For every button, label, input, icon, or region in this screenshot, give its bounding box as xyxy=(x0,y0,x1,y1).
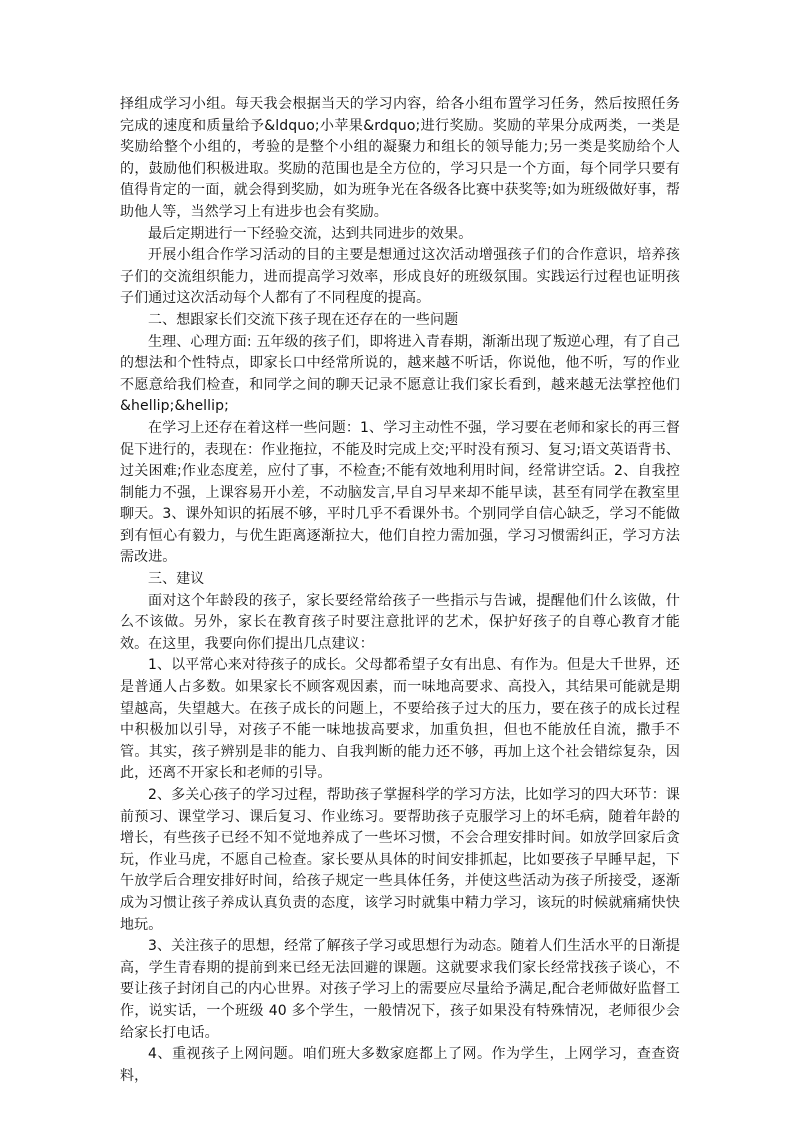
paragraph-suggestion-1: 1、以平常心来对待孩子的成长。父母都希望子女有出息、有作为。但是大千世界，还是普通人占多数。如果家长不顾客观因素，而一味地高要求、高投入，其结果可能就是期望越高，失望越大。在孩子成长的问题上，不要给孩子过大的压力，要在孩子的成长过程中积极加以引导，对孩子不能一味地拔高要求，加重负担，但也不能放任自流，撒手不管。其实，孩子辨别是非的能力、自我判断的能力还不够，再加上这个社会错综复杂，因此，还离不开家长和老师的引导。 xyxy=(120,657,680,782)
paragraph-suggestions-intro: 面对这个年龄段的孩子，家长要经常给孩子一些指示与告诫，提醒他们什么该做，什么不该做。另外，家长在教育孩子时要注意批评的艺术，保护好孩子的自尊心教育才能效。在这里，我要向你们提出几点建议： xyxy=(120,592,680,652)
paragraph-psychology: 生理、心理方面: 五年级的孩子们，即将进入青春期，渐渐出现了叛逆心理，有了自己的想法和个性特点，即家长口中经常所说的，越来越不听话，你说他，他不听，写的作业不愿意给我们检查，和同学之间的聊天记录不愿意让我们家长看到，越来越无法掌控他们&hellip;&hellip; xyxy=(120,333,680,415)
paragraph-suggestion-2: 2、多关心孩子的学习过程，帮助孩子掌握科学的学习方法，比如学习的四大环节：课前预习、课堂学习、课后复习、作业练习。要帮助孩子克服学习上的坏毛病，随着年龄的增长，有些孩子已经不知不觉地养成了一些坏习惯，不会合理安排时间。如放学回家后贪玩，作业马虎，不愿自己检查。家长要从具体的时间安排抓起，比如要孩子早睡早起，下午放学后合理安排好时间，给孩子规定一些具体任务，并使这些活动为孩子所接受，逐渐成为习惯让孩子养成认真负责的态度，该学习时就集中精力学习，该玩的时候就痛痛快快地玩。 xyxy=(120,787,680,933)
paragraph-study-problems: 在学习上还存在着这样一些问题：1、学习主动性不强，学习要在老师和家长的再三督促下进行的，表现在：作业拖拉，不能及时完成上交;平时没有预习、复习;语文英语背书、过关困难;作业态度差，应付了事，不检查;不能有效地利用时间，经常讲空话。2、自我控制能力不强，上课容易开小差，不动脑发言,早自习早来却不能早读，甚至有同学在教室里聊天。3、课外知识的拓展不够，平时几乎不看课外书。个别同学自信心缺乏，学习不能做到有恒心有毅力，与优生距离逐渐拉大，他们自控力需加强，学习习惯需纠正，学习方法需改进。 xyxy=(120,419,680,566)
paragraph-experience-exchange: 最后定期进行一下经验交流，达到共同进步的效果。 xyxy=(148,225,473,242)
section-heading-problems: 二、想跟家长们交流下孩子现在还存在的一些问题 xyxy=(148,311,459,328)
paragraph-suggestion-4: 4、重视孩子上网问题。咱们班大多数家庭都上了网。作为学生，上网学习，查查资料， xyxy=(120,1046,680,1084)
paragraph-reward-groups: 择组成学习小组。每天我会根据当天的学习内容，给各小组布置学习任务，然后按照任务完成的速度和质量给予&ldquo;小苹果&rdquo;进行奖励。奖励的苹果分成两类，一类是奖励给整个小组的，考验的是整个小组的凝聚力和组长的领导能力;另一类是奖励给个人的，鼓励他们积极进取。奖励的范围也是全方位的，学习只是一个方面，每个同学只要有值得肯定的一面，就会得到奖励，如为班争光在各级各比赛中获奖等;如为班级做好事，帮助他人等，当然学习上有进步也会有奖励。 xyxy=(120,96,680,220)
paragraph-activity-purpose: 开展小组合作学习活动的目的主要是想通过这次活动增强孩子们的合作意识，培养孩子们的交流组织能力，进而提高学习效率，形成良好的班级氛围。实践运行过程也证明孩子们通过这次活动每个人都有了不同程度的提高。 xyxy=(120,247,680,307)
section-heading-suggestions: 三、建议 xyxy=(148,571,205,588)
document-page xyxy=(120,94,680,1087)
paragraph-suggestion-3: 3、关注孩子的思想，经常了解孩子学习或思想行为动态。随着人们生活水平的日渐提高，学生青春期的提前到来已经无法回避的课题。这就要求我们家长经常找孩子谈心，不要让孩子封闭自己的内心世界。对孩子学习上的需要应尽量给予满足,配合老师做好监督工作，说实话，一个班级 40 多个学生，一般情况下，孩子如果没有特殊情况，老师很少会给家长打电话。 xyxy=(120,938,680,1041)
